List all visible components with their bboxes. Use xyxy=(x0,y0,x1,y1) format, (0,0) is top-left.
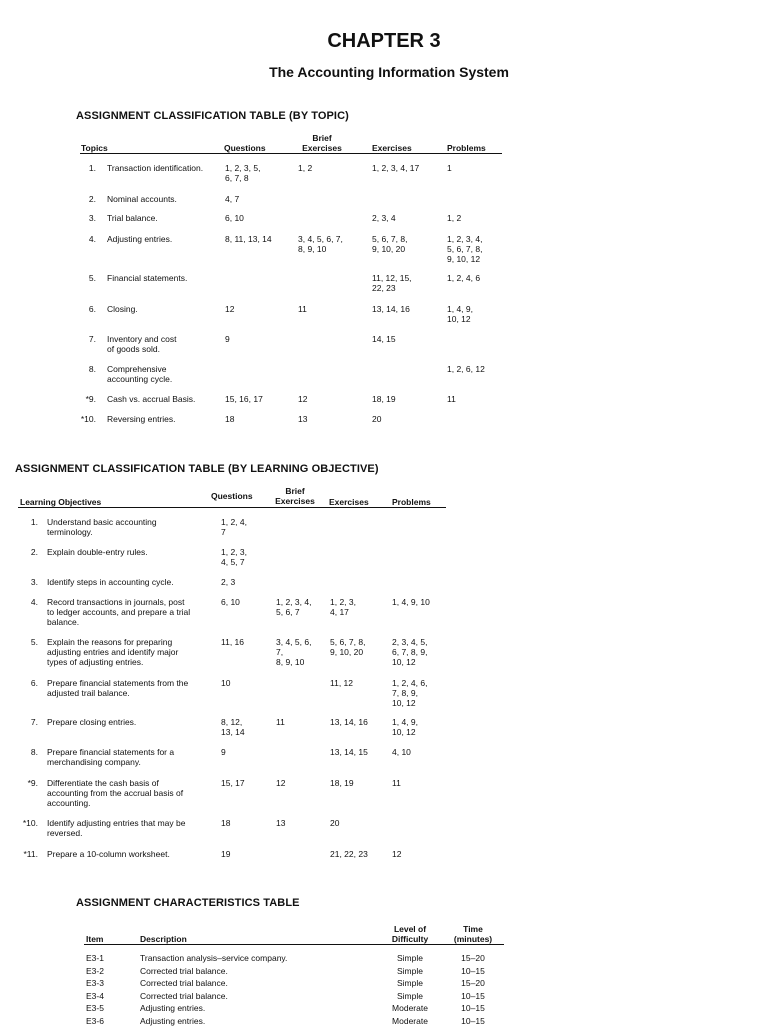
brief-exercises-cell: 11 xyxy=(298,304,307,314)
description-column-header: Description xyxy=(140,934,187,944)
questions-column-header: Questions xyxy=(211,491,253,501)
questions-cell: 18 xyxy=(221,818,231,828)
questions-cell: 2, 3 xyxy=(221,577,236,587)
exercises-cell: 13, 14, 16 xyxy=(330,717,368,727)
topic-header-rule xyxy=(80,153,502,154)
exercises-cell: 14, 15 xyxy=(372,334,396,344)
problems-cell: 2, 3, 4, 5, 6, 7, 8, 9, 10, 12 xyxy=(392,637,428,667)
problems-cell: 4, 10 xyxy=(392,747,411,757)
objective-cell: Identify steps in accounting cycle. xyxy=(47,577,174,587)
problems-cell: 12 xyxy=(392,849,402,859)
row-number: 5. xyxy=(88,273,96,283)
problems-cell: 1, 4, 9, 10, 12 xyxy=(447,304,473,324)
questions-cell: 15, 17 xyxy=(221,778,245,788)
item-cell: E3-6 xyxy=(86,1016,104,1026)
questions-cell: 1, 2, 4, 7 xyxy=(221,517,247,537)
characteristics-table-heading: ASSIGNMENT CHARACTERISTICS TABLE xyxy=(76,897,300,909)
row-number: 3. xyxy=(30,577,38,587)
topic-table-heading: ASSIGNMENT CLASSIFICATION TABLE (BY TOPIC) xyxy=(76,110,349,122)
exercises-cell: 5, 6, 7, 8, 9, 10, 20 xyxy=(330,637,366,657)
objective-cell: Prepare financial statements from the adjusted trail balance. xyxy=(47,678,189,698)
row-number: 5. xyxy=(30,637,38,647)
time-cell: 10–15 xyxy=(461,1003,485,1014)
topic-cell: Cash vs. accrual Basis. xyxy=(107,394,196,404)
item-cell: E3-5 xyxy=(86,1003,104,1014)
problems-cell: 1, 2, 3, 4, 5, 6, 7, 8, 9, 10, 12 xyxy=(447,234,483,264)
row-number: 6. xyxy=(30,678,38,688)
exercises-cell: 20 xyxy=(330,818,340,828)
objective-header-rule xyxy=(18,507,446,508)
description-cell: Adjusting entries. xyxy=(140,1016,206,1026)
row-number: *10. xyxy=(80,414,96,424)
questions-cell: 1, 2, 3, 5, 6, 7, 8 xyxy=(225,163,261,183)
brief-exercises-cell: 1, 2 xyxy=(298,163,313,173)
topic-cell: Adjusting entries. xyxy=(107,234,173,244)
difficulty-cell: Moderate xyxy=(392,1016,428,1026)
brief-exercises-cell: 12 xyxy=(276,778,286,788)
problems-cell: 11 xyxy=(392,778,401,788)
row-number: *9. xyxy=(85,394,96,404)
questions-cell: 1, 2, 3, 4, 5, 7 xyxy=(221,547,247,567)
row-number: *9. xyxy=(27,778,38,788)
chapter-subtitle: The Accounting Information System xyxy=(269,64,509,80)
problems-column-header: Problems xyxy=(447,143,486,153)
brief-exercises-cell: 13 xyxy=(276,818,286,828)
time-column-header: Time (minutes) xyxy=(453,924,493,944)
learning-objectives-column-header: Learning Objectives xyxy=(20,497,102,507)
problems-cell: 1, 2, 4, 6, 7, 8, 9, 10, 12 xyxy=(392,678,428,708)
item-cell: E3-2 xyxy=(86,965,104,976)
exercises-column-header: Exercises xyxy=(372,143,412,153)
topics-column-header: Topics xyxy=(81,143,108,153)
row-number: *10. xyxy=(22,818,38,828)
exercises-cell: 18, 19 xyxy=(330,778,354,788)
topic-cell: Reversing entries. xyxy=(107,414,176,424)
row-number: 4. xyxy=(30,597,38,607)
questions-cell: 15, 16, 17 xyxy=(225,394,263,404)
questions-cell: 8, 11, 13, 14 xyxy=(225,234,272,244)
exercises-cell: 11, 12 xyxy=(330,678,354,688)
problems-column-header: Problems xyxy=(392,497,431,507)
objective-cell: Record transactions in journals, post to ledger accounts, and prepare a trial balance. xyxy=(47,597,191,627)
exercises-cell: 18, 19 xyxy=(372,394,396,404)
row-number: 2. xyxy=(30,547,38,557)
problems-cell: 1, 2, 6, 12 xyxy=(447,364,485,374)
objective-cell: Prepare a 10-column worksheet. xyxy=(47,849,170,859)
exercises-cell: 1, 2, 3, 4, 17 xyxy=(372,163,420,173)
questions-column-header: Questions xyxy=(224,143,266,153)
item-cell: E3-1 xyxy=(86,953,104,963)
exercises-cell: 5, 6, 7, 8, 9, 10, 20 xyxy=(372,234,408,254)
topic-cell: Trial balance. xyxy=(107,213,158,223)
row-number: 7. xyxy=(88,334,96,344)
exercises-column-header: Exercises xyxy=(329,497,369,507)
problems-cell: 11 xyxy=(447,394,456,404)
description-cell: Adjusting entries. xyxy=(140,1003,206,1014)
description-cell: Corrected trial balance. xyxy=(140,965,228,976)
problems-cell: 1, 2 xyxy=(447,213,462,223)
problems-cell: 1 xyxy=(447,163,452,173)
objective-cell: Differentiate the cash basis of accounting from the accrual basis of accounting. xyxy=(47,778,184,808)
questions-cell: 4, 7 xyxy=(225,194,240,204)
exercises-cell: 13, 14, 16 xyxy=(372,304,410,314)
exercises-cell: 21, 22, 23 xyxy=(330,849,368,859)
objective-cell: Prepare closing entries. xyxy=(47,717,137,727)
objective-cell: Understand basic accounting terminology. xyxy=(47,517,157,537)
exercises-cell: 1, 2, 3, 4, 17 xyxy=(330,597,356,617)
item-column-header: Item xyxy=(86,934,104,944)
brief-exercises-cell: 1, 2, 3, 4, 5, 6, 7 xyxy=(276,597,312,617)
row-number: 3. xyxy=(88,213,96,223)
difficulty-cell: Simple xyxy=(397,978,423,989)
questions-cell: 19 xyxy=(221,849,231,859)
brief-exercises-cell: 12 xyxy=(298,394,308,404)
description-cell: Corrected trial balance. xyxy=(140,978,228,989)
characteristics-header-rule xyxy=(84,944,504,945)
objective-cell: Identify adjusting entries that may be reversed. xyxy=(47,818,186,838)
topic-cell: Financial statements. xyxy=(107,273,188,283)
questions-cell: 6, 10 xyxy=(221,597,240,607)
brief-exercises-cell: 13 xyxy=(298,414,308,424)
questions-cell: 11, 16 xyxy=(221,637,245,647)
row-number: *11. xyxy=(23,849,38,859)
objective-cell: Explain the reasons for preparing adjusting entries and identify major types of adjusting entries. xyxy=(47,637,179,667)
time-cell: 10–15 xyxy=(461,990,485,1001)
row-number: 6. xyxy=(88,304,96,314)
level-of-difficulty-column-header: Level of Difficulty xyxy=(391,924,429,944)
questions-cell: 8, 12, 13, 14 xyxy=(221,717,245,737)
problems-cell: 1, 4, 9, 10, 12 xyxy=(392,717,418,737)
row-number: 4. xyxy=(88,234,96,244)
difficulty-cell: Simple xyxy=(397,953,423,963)
item-cell: E3-4 xyxy=(86,990,104,1001)
problems-cell: 1, 4, 9, 10 xyxy=(392,597,430,607)
chapter-title: CHAPTER 3 xyxy=(327,30,441,52)
objective-cell: Explain double-entry rules. xyxy=(47,547,148,557)
description-cell: Transaction analysis–service company. xyxy=(140,953,288,963)
objective-table-heading: ASSIGNMENT CLASSIFICATION TABLE (BY LEARNING OBJECTIVE) xyxy=(15,463,379,475)
brief-exercises-column-header: Brief Exercises xyxy=(302,133,342,153)
row-number: 2. xyxy=(88,194,96,204)
questions-cell: 10 xyxy=(221,678,231,688)
difficulty-cell: Simple xyxy=(397,965,423,976)
topic-cell: Closing. xyxy=(107,304,138,314)
row-number: 8. xyxy=(88,364,96,374)
topic-cell: Nominal accounts. xyxy=(107,194,177,204)
exercises-cell: 11, 12, 15, 22, 23 xyxy=(372,273,412,293)
brief-exercises-column-header: Brief Exercises xyxy=(275,486,315,506)
item-cell: E3-3 xyxy=(86,978,104,989)
time-cell: 15–20 xyxy=(461,953,485,963)
questions-cell: 12 xyxy=(225,304,235,314)
row-number: 7. xyxy=(30,717,38,727)
difficulty-cell: Simple xyxy=(397,990,423,1001)
brief-exercises-cell: 11 xyxy=(276,717,285,727)
topic-cell: Transaction identification. xyxy=(107,163,204,173)
objective-cell: Prepare financial statements for a merchandising company. xyxy=(47,747,175,767)
exercises-cell: 13, 14, 15 xyxy=(330,747,368,757)
description-cell: Corrected trial balance. xyxy=(140,990,228,1001)
questions-cell: 9 xyxy=(225,334,230,344)
questions-cell: 9 xyxy=(221,747,226,757)
exercises-cell: 2, 3, 4 xyxy=(372,213,396,223)
exercises-cell: 20 xyxy=(372,414,382,424)
row-number: 8. xyxy=(30,747,38,757)
time-cell: 15–20 xyxy=(461,978,485,989)
brief-exercises-cell: 3, 4, 5, 6, 7, 8, 9, 10 xyxy=(276,637,312,667)
row-number: 1. xyxy=(88,163,96,173)
problems-cell: 1, 2, 4, 6 xyxy=(447,273,481,283)
row-number: 1. xyxy=(30,517,38,527)
questions-cell: 18 xyxy=(225,414,235,424)
brief-exercises-cell: 3, 4, 5, 6, 7, 8, 9, 10 xyxy=(298,234,343,254)
time-cell: 10–15 xyxy=(461,1016,485,1026)
questions-cell: 6, 10 xyxy=(225,213,244,223)
topic-cell: Comprehensive accounting cycle. xyxy=(107,364,173,384)
difficulty-cell: Moderate xyxy=(392,1003,428,1014)
time-cell: 10–15 xyxy=(461,965,485,976)
topic-cell: Inventory and cost of goods sold. xyxy=(107,334,177,354)
